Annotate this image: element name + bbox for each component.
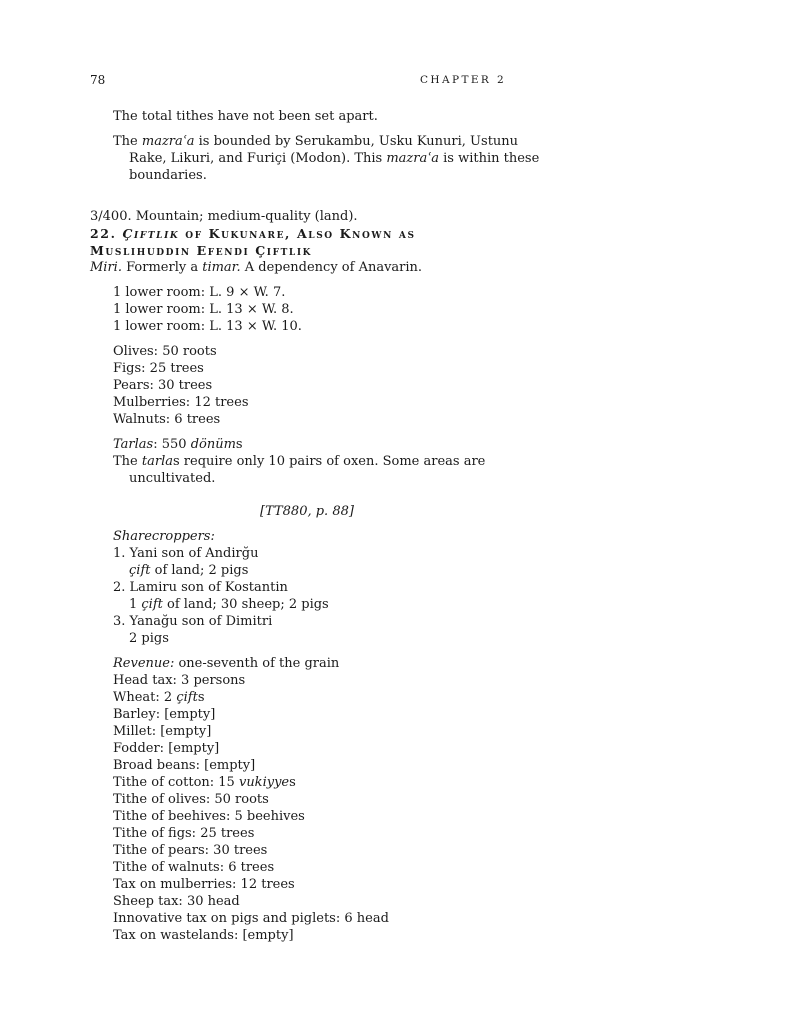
revenue-olives: Tithe of olives: 50 roots xyxy=(113,792,269,807)
revenue-wastelands: Tax on wastelands: [empty] xyxy=(113,928,294,943)
trees-figs: Figs: 25 trees xyxy=(113,361,204,376)
trees-pears: Pears: 30 trees xyxy=(113,378,213,393)
revenue-pears: Tithe of pears: 30 trees xyxy=(113,843,268,858)
boundary-line-2: Rake, Likuri, and Furiçi (Modon). This mazraʿa is within these xyxy=(129,151,540,166)
revenue-beehives: Tithe of beehives: 5 beehives xyxy=(113,809,305,824)
sharecropper-3-name: 3. Yanağu son of Dimitri xyxy=(113,614,273,629)
revenue-pigs: Innovative tax on pigs and piglets: 6 head xyxy=(113,911,389,926)
tarlas-line: Tarlas: 550 dönüms xyxy=(113,437,243,452)
revenue-figs: Tithe of figs: 25 trees xyxy=(113,826,255,841)
status-line: Miri. Formerly a timar. A dependency of Anavarin. xyxy=(90,260,423,275)
room-1: 1 lower room: L. 9 × W. 7. xyxy=(113,285,286,300)
source-reference: [TT880, p. 88] xyxy=(260,504,354,519)
boundary-line-3: boundaries. xyxy=(129,168,207,183)
sharecropper-2-name: 2. Lamiru son of Kostantin xyxy=(113,580,288,595)
tithes-note: The total tithes have not been set apart. xyxy=(113,109,378,124)
revenue-heading: Revenue: one-seventh of the grain xyxy=(113,656,340,671)
sharecroppers-label: Sharecroppers: xyxy=(113,529,215,544)
folio-line: 3/400. Mountain; medium-quality (land). xyxy=(90,209,358,224)
trees-olives: Olives: 50 roots xyxy=(113,344,217,359)
room-2: 1 lower room: L. 13 × W. 8. xyxy=(113,302,294,317)
room-3: 1 lower room: L. 13 × W. 10. xyxy=(113,319,302,334)
tarlas-note-line-1: The tarlas require only 10 pairs of oxen. Some areas are xyxy=(113,454,486,469)
revenue-walnuts: Tithe of walnuts: 6 trees xyxy=(113,860,275,875)
revenue-fodder: Fodder: [empty] xyxy=(113,741,220,756)
page-number: 78 xyxy=(90,73,106,87)
revenue-mulberries: Tax on mulberries: 12 trees xyxy=(113,877,295,892)
revenue-cotton: Tithe of cotton: 15 vukiyyes xyxy=(113,775,296,790)
sharecropper-1-name: 1. Yani son of Andirğu xyxy=(113,546,259,561)
sharecropper-3-detail: 2 pigs xyxy=(129,631,169,646)
entry-title-line-1: 22. Çiftlik of Kukunare, Also Known as xyxy=(90,226,416,241)
revenue-sheep: Sheep tax: 30 head xyxy=(113,894,240,909)
entry-title-line-2: Muslihuddin Efendi Çiftlik xyxy=(90,243,313,258)
running-title: CHAPTER 2 xyxy=(420,74,507,86)
trees-mulberries: Mulberries: 12 trees xyxy=(113,395,249,410)
sharecropper-2-detail: 1 çift of land; 30 sheep; 2 pigs xyxy=(129,597,329,612)
revenue-broad-beans: Broad beans: [empty] xyxy=(113,758,256,773)
revenue-wheat: Wheat: 2 çifts xyxy=(113,690,205,705)
boundary-line-1: The mazraʿa is bounded by Serukambu, Usku Kunuri, Ustunu xyxy=(113,134,519,149)
revenue-millet: Millet: [empty] xyxy=(113,724,212,739)
tarlas-note-line-2: uncultivated. xyxy=(129,471,216,486)
trees-walnuts: Walnuts: 6 trees xyxy=(113,412,221,427)
sharecropper-1-detail: çift of land; 2 pigs xyxy=(129,563,249,578)
revenue-barley: Barley: [empty] xyxy=(113,707,216,722)
revenue-head-tax: Head tax: 3 persons xyxy=(113,673,246,688)
